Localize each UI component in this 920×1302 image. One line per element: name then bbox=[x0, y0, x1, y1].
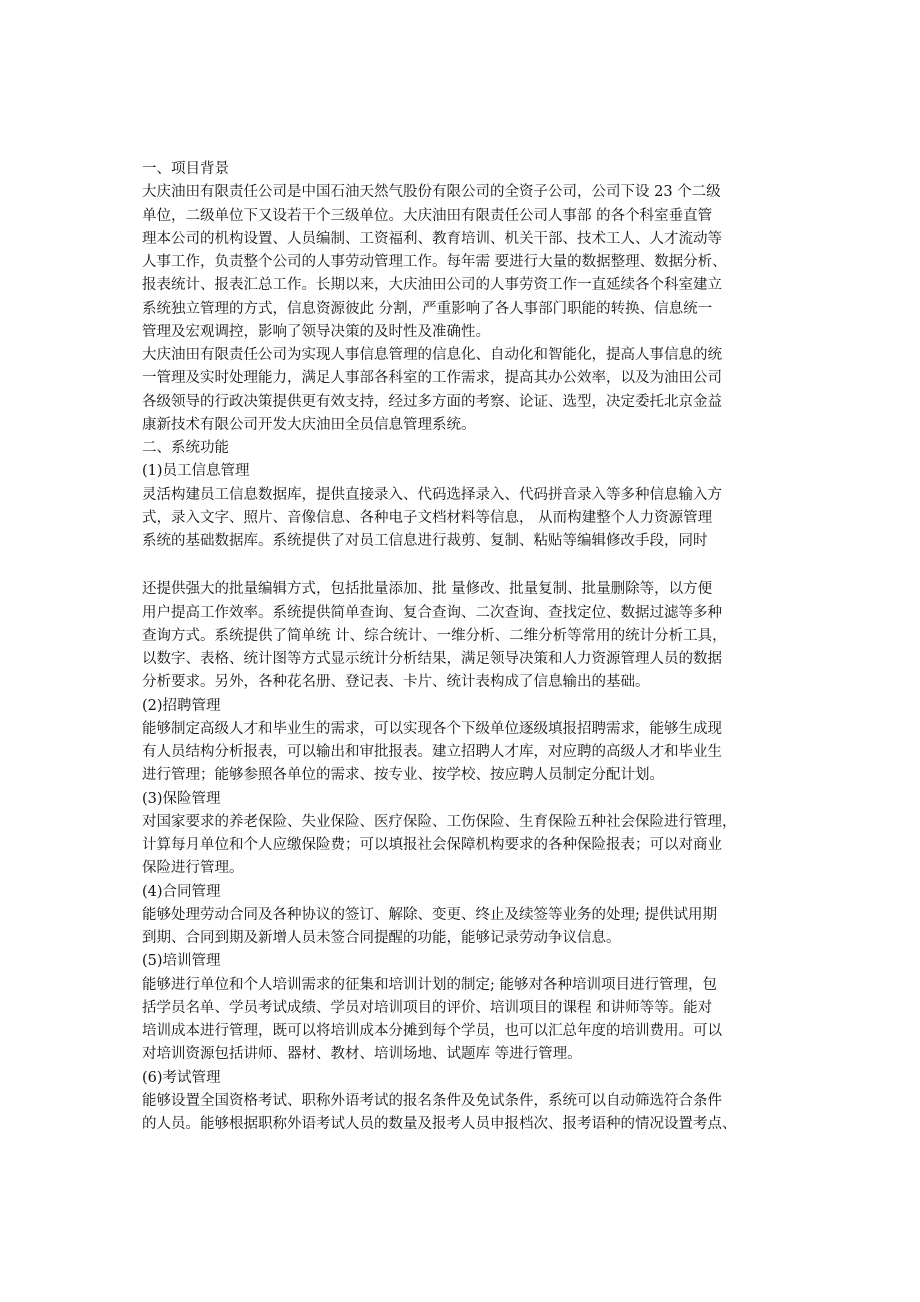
text-line: 大庆油田有限责任公司是中国石油天然气股份有限公司的全资子公司，公司下设 23 个二级 bbox=[142, 184, 721, 201]
text-line: 的人员。能够根据职称外语考试人员的数量及报考人员申报档次、报考语种的情况设置考点、 bbox=[142, 1116, 737, 1132]
text-line: 括学员名单、学员考试成绩、学员对培训项目的评价、培训项目的课程 和讲师等等。能对 bbox=[142, 999, 713, 1016]
text-line: 分析要求。另外，各种花名册、登记表、卡片、统计表构成了信息输出的基础。 bbox=[142, 674, 650, 691]
text-line: 能够处理劳动合同及各种协议的签订、解除、变更、终止及续签等业务的处理; 提供试用期 bbox=[142, 906, 717, 923]
text-line: 报表统计、报表汇总工作。长期以来，大庆油田公司的人事劳资工作一直延续各个科室建立 bbox=[142, 277, 722, 294]
text-line: (4)合同管理 bbox=[142, 883, 221, 900]
text-line: 各级领导的行政决策提供更有效支持，经过多方面的考察、论证、选型，决定委托北京金益 bbox=[142, 393, 722, 410]
document-part-2 bbox=[142, 578, 782, 1136]
text-line: 用户提高工作效率。系统提供简单查询、复合查询、二次查询、查找定位、数据过滤等多种 bbox=[142, 604, 722, 621]
text-line: 查询方式。系统提供了简单统 计、综合统计、一维分析、二维分析等常用的统计分析工具， bbox=[142, 627, 727, 644]
text-line: 对培训资源包括讲师、器材、教材、培训场地、试题库 等进行管理。 bbox=[142, 1046, 582, 1063]
text-line: 对国家要求的养老保险、失业保险、医疗保险、工伤保险、生育保险五种社会保险进行管理， bbox=[142, 813, 737, 830]
text-line: (2)招聘管理 bbox=[142, 697, 221, 714]
document-part-1 bbox=[142, 158, 782, 553]
text-line: 进行管理；能够参照各单位的需求、按专业、按学校、按应聘人员制定分配计划。 bbox=[142, 767, 664, 784]
text-line: 培训成本进行管理，既可以将培训成本分摊到每个学员，也可以汇总年度的培训费用。可以 bbox=[142, 1023, 722, 1039]
text-line: 到期、合同到期及新增人员未签合同提醒的功能，能够记录劳动争议信息。 bbox=[142, 930, 621, 946]
text-line: 人事工作，负责整个公司的人事劳动管理工作。每年需 要进行大量的数据整理、数据分析、 bbox=[142, 254, 727, 270]
text-line: 管理及宏观调控，影响了领导决策的及时性及准确性。 bbox=[142, 323, 490, 340]
text-line: 单位，二级单位下又设若干个三级单位。大庆油田有限责任公司人事部 的各个科室垂直管 bbox=[142, 207, 713, 224]
text-line: (5)培训管理 bbox=[142, 953, 221, 970]
text-line: 一管理及实时处理能力，满足人事部各科室的工作需求，提高其办公效率，以及为油田公司 bbox=[142, 370, 722, 387]
text-line: 二、系统功能 bbox=[142, 440, 229, 456]
text-line: 还提供强大的批量编辑方式，包括批量添加、批 量修改、批量复制、批量删除等，以方便 bbox=[142, 581, 713, 598]
text-line: (1)员工信息管理 bbox=[142, 463, 250, 480]
text-line: 以数字、表格、统计图等方式显示统计分析结果，满足领导决策和人力资源管理人员的数据 bbox=[142, 651, 722, 667]
text-line: 能够制定高级人才和毕业生的需求，可以实现各个下级单位逐级填报招聘需求，能够生成现 bbox=[142, 720, 722, 737]
document-body bbox=[142, 158, 782, 1136]
text-line: 系统独立管理的方式，信息资源彼此 分割，严重影响了各人事部门职能的转换、信息统一 bbox=[142, 300, 713, 317]
text-line: 一、项目背景 bbox=[142, 161, 229, 177]
text-line: 有人员结构分析报表，可以输出和审批报表。建立招聘人才库，对应聘的高级人才和毕业生 bbox=[142, 744, 722, 760]
text-line: 康新技术有限公司开发大庆油田全员信息管理系统。 bbox=[142, 416, 476, 433]
text-line: 计算每月单位和个人应缴保险费；可以填报社会保障机构要求的各种保险报表；可以对商业 bbox=[142, 837, 722, 853]
text-line: 式，录入文字、照片、音像信息、各种电子文档材料等信息， 从而构建整个人力资源管理 bbox=[142, 509, 713, 526]
text-line: 灵活构建员工信息数据库，提供直接录入、代码选择录入、代码拼音录入等多种信息输入方 bbox=[142, 486, 722, 503]
text-line: 理本公司的机构设置、人员编制、工资福利、教育培训、机关干部、技术工人、人才流动等 bbox=[142, 230, 722, 247]
text-line: (6)考试管理 bbox=[142, 1069, 221, 1086]
text-line: 能够设置全国资格考试、职称外语考试的报名条件及免试条件，系统可以自动筛选符合条件 bbox=[142, 1092, 722, 1109]
paragraph-gap bbox=[142, 553, 782, 578]
text-line: 系统的基础数据库。系统提供了对员工信息进行裁剪、复制、粘贴等编辑修改手段，同时 bbox=[142, 533, 708, 549]
text-line: (3)保险管理 bbox=[142, 790, 221, 807]
text-line: 大庆油田有限责任公司为实现人事信息管理的信息化、自动化和智能化，提高人事信息的统 bbox=[142, 347, 722, 363]
text-line: 能够进行单位和个人培训需求的征集和培训计划的制定; 能够对各种培训项目进行管理，包 bbox=[142, 976, 717, 993]
text-line: 保险进行管理。 bbox=[142, 860, 244, 877]
